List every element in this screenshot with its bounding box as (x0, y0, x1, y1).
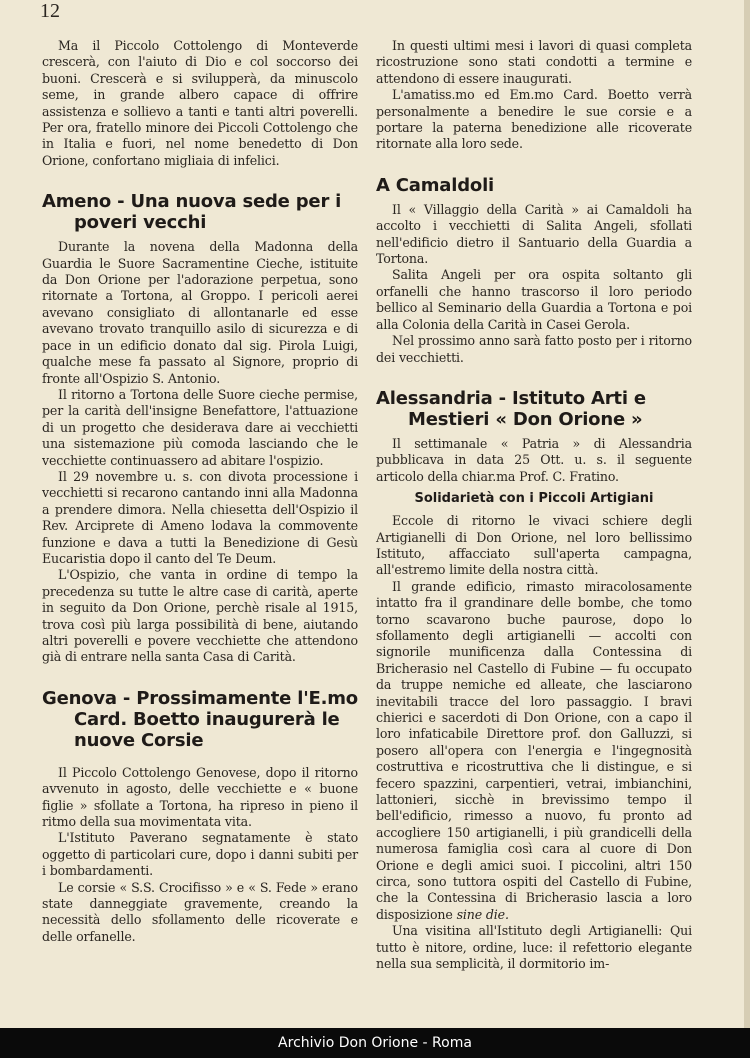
archive-footer: Archivio Don Orione - Roma (0, 1028, 750, 1058)
camaldoli-paragraph-2: Salita Angeli per ora ospita soltanto gli orfanelli che hanno trascorso il loro periodo bellico al Seminario della Guardia a Tortona e poi alla Colonia della Carità in Casei Gerola. (376, 267, 692, 332)
solidarieta-paragraph-2-text: Il grande edificio, rimasto miracolosamente intatto fra il grandinare delle bombe, che tomo torno scavarono buche paurose, dopo lo sfollamento degli artigianelli — accolti con signorile munificenza dalla Contessina di Bricherasio nel Castello di Fubine — fu occupato da truppe nemiche ed alleate, che lasciarono inevitabili tracce del loro passaggio. I bravi chierici e sacerdoti di Don Orione, con a capo il loro infaticabile Direttore prof. don Galluzzi, si posero all'opera con l'energia e l'ingegnosità costruttiva e ricostruttiva che li distingue, e si fecero spazzini, carpentieri, vetrai, imbianchini, lattonieri, sicchè in brevissimo tempo il bell'edificio, rimesso a nuovo, fu pronto ad accogliere 150 artigianelli, i più grandicelli della numerosa famiglia così cara al cuore di Don Orione e degli amici suoi. I piccolini, altri 150 circa, sono tuttora ospiti del Castello di Fubine, che la Contessina di Bricherasio lascia a loro disposizione (376, 578, 692, 922)
genova-continued-paragraph-2: L'amatiss.mo ed Em.mo Card. Boetto verrà personalmente a benedire le sue corsie e a portare la paterna benedizione alle ricoverate ritornate alla loro sede. (376, 87, 692, 152)
solidarieta-subheading: Solidarietà con i Piccoli Artigiani (414, 491, 654, 507)
page-edge (744, 0, 750, 1028)
sine-die-italic: sine die. (456, 906, 509, 922)
genova-heading: Genova - Prossimamente l'E.mo Card. Boetto inaugurerà le nuove Corsie (42, 687, 358, 751)
alessandria-heading: Alessandria - Istituto Arti e Mestieri « Don Orione » (376, 387, 646, 430)
camaldoli-paragraph-1: Il « Villaggio della Carità » ai Camaldoli ha accolto i vecchietti di Salita Angeli, sfollati nell'edificio dietro il Santuario della Guardia a Tortona. (376, 201, 692, 267)
left-column (42, 38, 358, 945)
ameno-heading: Ameno - Una nuova sede per i poveri vecchi (42, 191, 342, 234)
genova-continued-paragraph-1: In questi ultimi mesi i lavori di quasi completa ricostruzione sono stati condotti a termine e attendono di essere inaugurati. (376, 38, 692, 86)
genova-paragraph-3: Le corsie « S.S. Crocifisso » e « S. Fede » erano state danneggiate gravemente, creando la necessità dello sfollamento delle ricoverate e delle orfanelle. (42, 879, 358, 944)
alessandria-paragraph-1: Il settimanale « Patria » di Alessandria pubblicava in data 25 Ott. u. s. il seguente articolo della chiar.ma Prof. C. Fratino. (376, 435, 692, 484)
ameno-paragraph-2: Il ritorno a Tortona delle Suore cieche permise, per la carità dell'insigne Benefattore, l'attuazione di un progetto che desiderava dare ai vecchietti una sistemazione più comoda lasciando che le vecchiette continuassero ad abitare l'ospizio. (42, 386, 358, 468)
camaldoli-paragraph-3: Nel prossimo anno sarà fatto posto per i ritorno dei vecchietti. (376, 333, 692, 365)
solidarieta-paragraph-1: Eccole di ritorno le vivaci schiere degli Artigianelli di Don Orione, nel loro bellissimo Istituto, affacciato sull'aperta campagna, all'estremo limite della nostra città. (376, 513, 692, 578)
right-column (376, 38, 692, 973)
page-number: 12 (40, 0, 60, 22)
genova-paragraph-1: Il Piccolo Cottolengo Genovese, dopo il ritorno avvenuto in agosto, delle vecchiette e « buone figlie » sfollate a Tortona, ha ripreso in pieno il ritmo della sua movimentata vita. (42, 764, 358, 830)
intro-paragraph: Ma il Piccolo Cottolengo di Monteverde crescerà, con l'aiuto di Dio e col soccorso dei buoni. Crescerà e si svilupperà, da minuscolo seme, in grande albero capace di offrire assistenza e sollievo a tanti e tanti altri poverelli. Per ora, fratello minore dei Piccoli Cottolengo che in Italia e fuori, nel nome benedetto di Don Orione, confortano migliaia di infelici. (42, 38, 358, 168)
solidarieta-paragraph-2 (376, 579, 692, 924)
genova-paragraph-2: L'Istituto Paverano segnatamente è stato oggetto di particolari cure, dopo i danni subiti per i bombardamenti. (42, 830, 358, 879)
solidarieta-paragraph-3: Una visitina all'Istituto degli Artigianelli: Qui tutto è nitore, ordine, luce: il refettorio elegante nella sua semplicità, il dormitorio im- (376, 923, 692, 972)
ameno-paragraph-4: L'Ospizio, che vanta in ordine di tempo la precedenza su tutte le altre case di carità, aperte in seguito da Don Orione, perchè risale al 1915, trova così più larga possibilità di bene, aiutando altri poverelli e povere vecchiette che attendono già di entrare nella santa Casa di Carità. (42, 567, 358, 665)
ameno-paragraph-1: Durante la novena della Madonna della Guardia le Suore Sacramentine Cieche, istituite da Don Orione per l'adorazione perpetua, sono ritornate a Tortona, al Groppo. I pericoli aerei avevano consigliato di allontanarle ed esse avevano trovato tranquillo asilo di sicurezza e di pace in un edificio donato dal sig. Pirola Luigi, qualche mese fa passato al Signore, proprio di fronte all'Ospizio S. Antonio. (42, 239, 358, 386)
camaldoli-heading: A Camaldoli (376, 174, 495, 196)
ameno-paragraph-3: Il 29 novembre u. s. con divota processione i vecchietti si recarono cantando inni alla Madonna a prendere dimora. Nella chiesetta dell'Ospizio il Rev. Arciprete di Ameno lodava la commovente funzione e dava a tutti la Benedizione di Gesù Eucaristia dopo il canto del Te Deum. (42, 468, 358, 566)
